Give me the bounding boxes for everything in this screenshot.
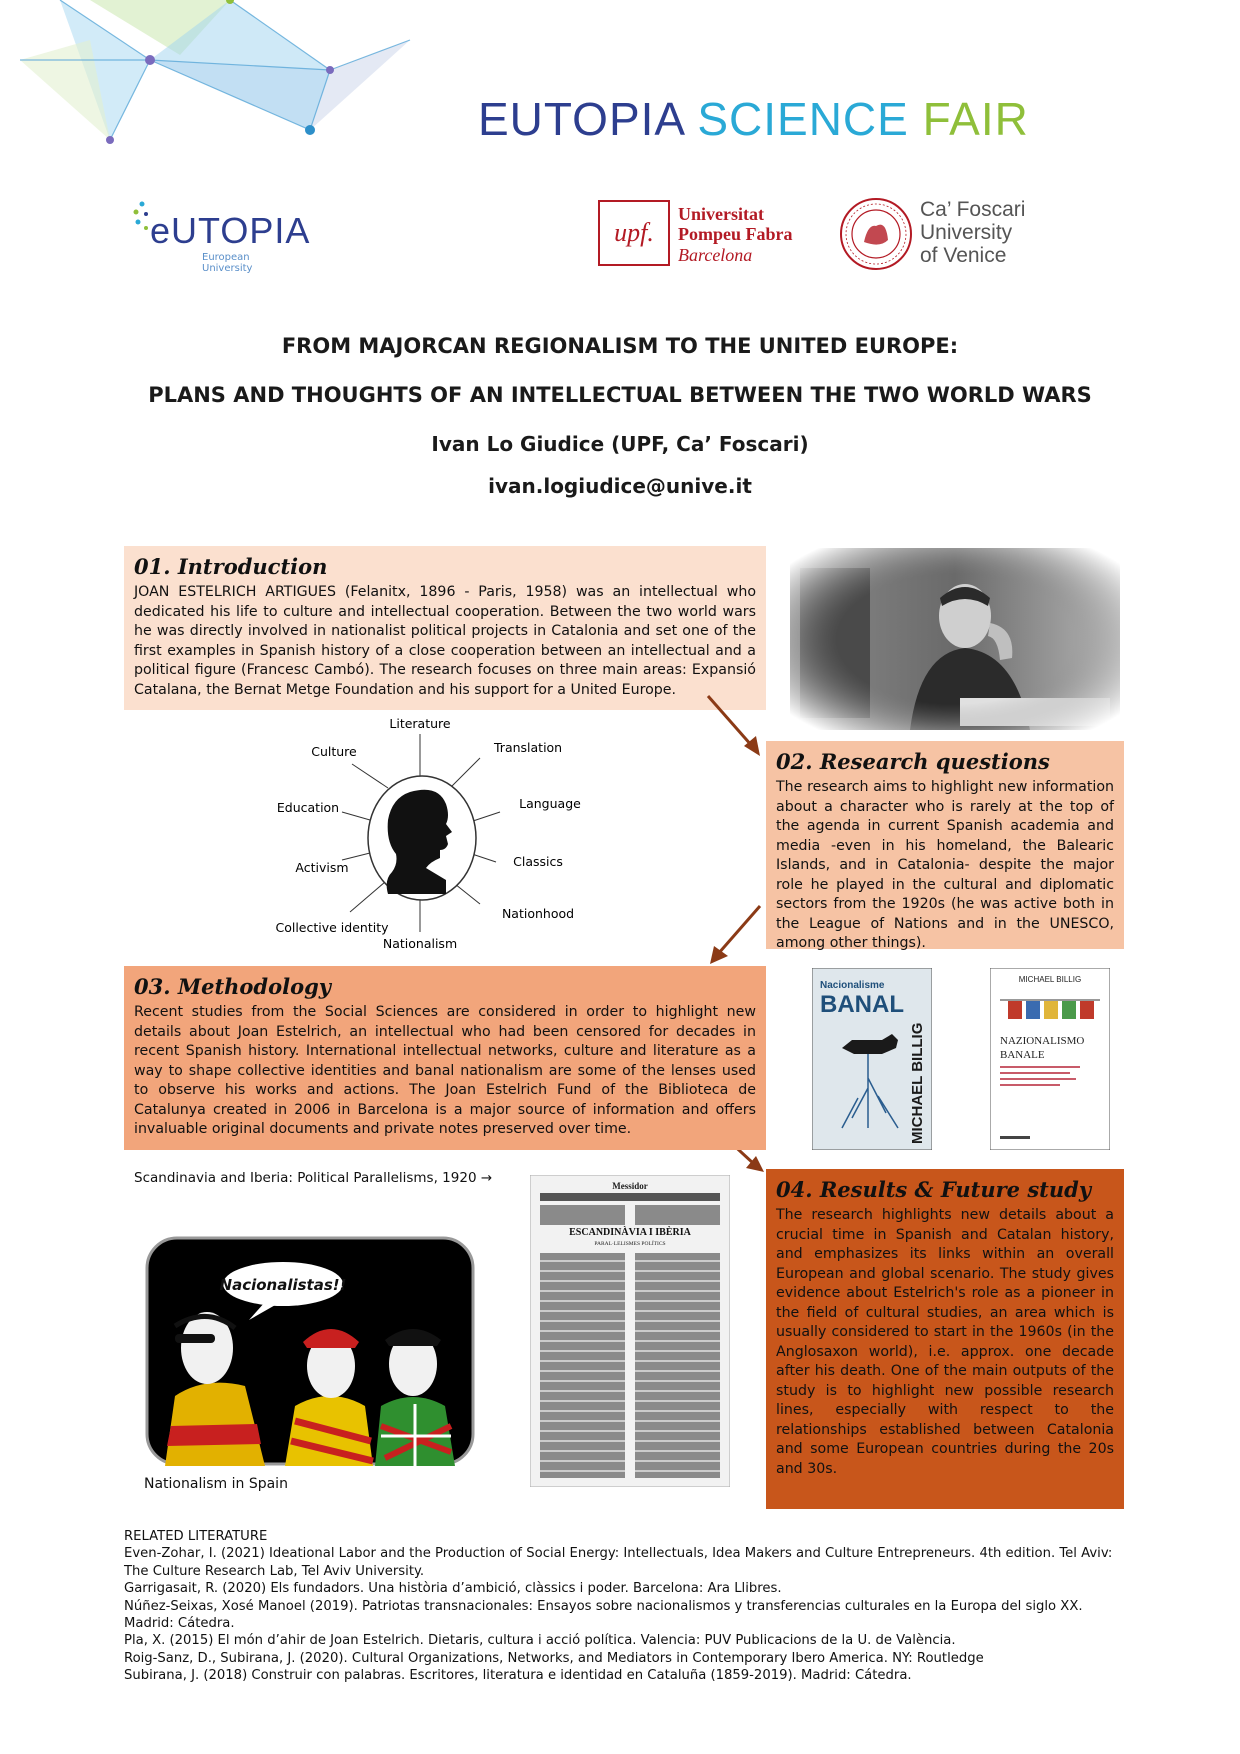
upf-name-2: Pompeu Fabra [678, 224, 793, 244]
book1-title-2: BANAL [820, 991, 904, 1018]
section-body: Recent studies from the Social Sciences are considered in order to highlight new details about Joan Estelrich, an intellectual who had been censored for decades in recent Spanish history. International intellectual networks, culture and literature as a way to shape collective identities and banal nationalism are some of the lenses used to observe his works and actions. The Joan Estelrich Fund of the Biblioteca de Catalunya created in 2006 in Barcelona is a major source of information and offers invaluable original documents and private notes preserved over time. [134, 1004, 756, 1137]
caption-nationalism-in-spain: Nationalism in Spain [144, 1476, 288, 1492]
eutopia-logo [132, 198, 311, 274]
upf-name-1: Universitat [678, 204, 764, 224]
estelrich-portrait-photo [790, 548, 1120, 730]
network-graphic [0, 0, 420, 150]
book2-title-2: BANALE [1000, 1049, 1045, 1061]
book2-title-1: NAZIONALISMO [1000, 1035, 1085, 1047]
cafoscari-seal-icon [838, 196, 914, 272]
section-body: JOAN ESTELRICH ARTIGUES (Felanitx, 1896 - Paris, 1958) was an intellectual who dedicated his life to culture and intellectual cooperation. Between the two world wars he was directly involved in nationalist political projects in Catalonia and set one of the first examples in Spanish history of a close cooperation between an intellectual and a political figure (Francesc Cambó). The research focuses on three main areas: Expansió Catalana, the Bernat Metge Foundation and his support for a United Europe. [134, 584, 756, 698]
eutopia-wordmark: eUTOPIA [150, 210, 311, 251]
upf-name [678, 204, 793, 244]
book2-author: MICHAEL BILLIG [1018, 975, 1082, 984]
literature-item: Subirana, J. (2018) Construir con palabras. Escritores, literatura e identidad en Cataluña (1859-2019). Madrid: Cátedra. [124, 1668, 912, 1684]
keyword-wordcloud [270, 712, 610, 956]
newspaper-headline: ESCANDINÀVIA I IBÈRIA [569, 1227, 691, 1238]
poster-author: Ivan Lo Giudice (UPF, Ca’ Foscari) [431, 432, 809, 456]
section-research-questions [766, 741, 1124, 949]
word-classics: Classics [513, 854, 563, 869]
eutopia-subtitle: European University [202, 252, 253, 274]
word-language: Language [519, 796, 581, 811]
cafoscari-line-1: Ca’ Foscari [920, 198, 1026, 221]
speech-bubble-text: Nacionalistas!! [219, 1276, 347, 1294]
section-methodology [124, 966, 766, 1150]
literature-item: Pla, X. (2015) El món d’ahir de Joan Estelrich. Dietaris, cultura i acció política. Valencia: PUV Publicacions de la U. de València. [124, 1633, 956, 1649]
fair-title-science: SCIENCE [697, 93, 909, 145]
section-heading: 04. Results & Future study [776, 1177, 1092, 1202]
section-heading: 02. Research questions [776, 749, 1050, 774]
cafoscari-line-3: of Venice [920, 244, 1007, 267]
eutopia-dots-icon [132, 200, 152, 236]
arrow-to-research-icon [700, 690, 770, 760]
literature-item: Even-Zohar, I. (2021) Ideational Labor and the Production of Social Energy: Intellectuals, Idea Makers and Culture Entrepreneurs. 4th edition. Tel Aviv: The Culture Research Lab, Tel Aviv University. [124, 1546, 1113, 1579]
section-results [766, 1169, 1124, 1509]
cafoscari-line-2: University [920, 221, 1013, 244]
word-collective-identity: Collective identity [275, 920, 389, 935]
nationalism-cartoon [145, 1236, 475, 1466]
arrow-to-methodology-icon [700, 900, 770, 970]
upf-logo [598, 200, 808, 270]
cafoscari-logo [838, 196, 1048, 276]
literature-heading: RELATED LITERATURE [124, 1529, 268, 1544]
fair-title-fair: FAIR [922, 93, 1029, 145]
poster-email[interactable]: ivan.logiudice@unive.it [488, 474, 752, 498]
section-heading: 03. Methodology [134, 974, 331, 999]
newspaper-subhead: PARAL·LELISMES POLÍTICS [594, 1241, 666, 1247]
word-nationalism: Nationalism [382, 936, 458, 951]
section-body: The research highlights new details about a crucial time in Spanish and Catalan history, and emphasizes its links within an overall European and global scenario. The study gives evidence about Estelrich's role as a pioneer in the field of cultural studies, an area which is usually considered to start in the 1960s (in the Anglosaxon world), i.e. approx. one decade after his death. One of the main outputs of the study is to highlight new possible research lines, especially with respect to the relationships established between Catalonia and some European countries during the 20s and 30s. [776, 1207, 1114, 1477]
poster-title-line-2: PLANS AND THOUGHTS OF AN INTELLECTUAL BETWEEN THE TWO WORLD WARS [148, 383, 1092, 407]
book1-title-1: Nacionalisme [820, 980, 885, 991]
section-body: The research aims to highlight new information about a character who is rarely at the top of the agenda in current Spanish academia and media -even in his homeland, the Balearic Islands, and in Catalonia- despite the major role he played in the cultural and diplomatic sectors from the 1920s (he was active both in the League of Nations and in the UNESCO, among other things). [776, 779, 1114, 951]
cafoscari-text [920, 198, 1025, 267]
related-literature [124, 1528, 1124, 1685]
word-education: Education [276, 800, 340, 815]
book-cover-nacionalisme-banal [812, 968, 932, 1150]
caption-scandinavia-iberia: Scandinavia and Iberia: Political Parallelisms, 1920 → [134, 1170, 493, 1186]
fair-title-eutopia: EUTOPIA [478, 93, 684, 145]
word-nationhood: Nationhood [501, 906, 575, 921]
word-culture: Culture [311, 744, 357, 759]
silhouette-profile-icon [387, 790, 452, 894]
upf-city: Barcelona [678, 245, 753, 265]
newspaper-masthead: Messidor [612, 1181, 648, 1191]
newspaper-scan-escandinavia-iberia [530, 1175, 730, 1487]
literature-item: Roig-Sanz, D., Subirana, J. (2020). Cultural Organizations, Networks, and Mediators in Contemporary Ibero America. NY: Routledge [124, 1650, 984, 1666]
poster-title-line-1: FROM MAJORCAN REGIONALISM TO THE UNITED EUROPE: [281, 334, 959, 358]
section-heading: 01. Introduction [134, 554, 328, 579]
fair-title [478, 92, 1029, 146]
literature-item: Núñez-Seixas, Xosé Manoel (2019). Patriotas transnacionales: Ensayos sobre nacionalismos y transferencias culturales en la Europa del siglo XX. Madrid: Cátedra. [124, 1598, 1083, 1632]
book-cover-nazionalismo-banale [990, 968, 1110, 1150]
word-activism: Activism [295, 860, 349, 875]
word-translation: Translation [494, 740, 563, 755]
book1-author: MICHAEL BILLIG [909, 1022, 926, 1144]
section-introduction [124, 546, 766, 710]
word-literature: Literature [389, 716, 451, 731]
literature-item: Garrigasait, R. (2020) Els fundadors. Una història d’ambició, clàssics i poder. Barcelona: Ara Llibres. [124, 1581, 782, 1597]
upf-mark: upf. [598, 200, 670, 266]
